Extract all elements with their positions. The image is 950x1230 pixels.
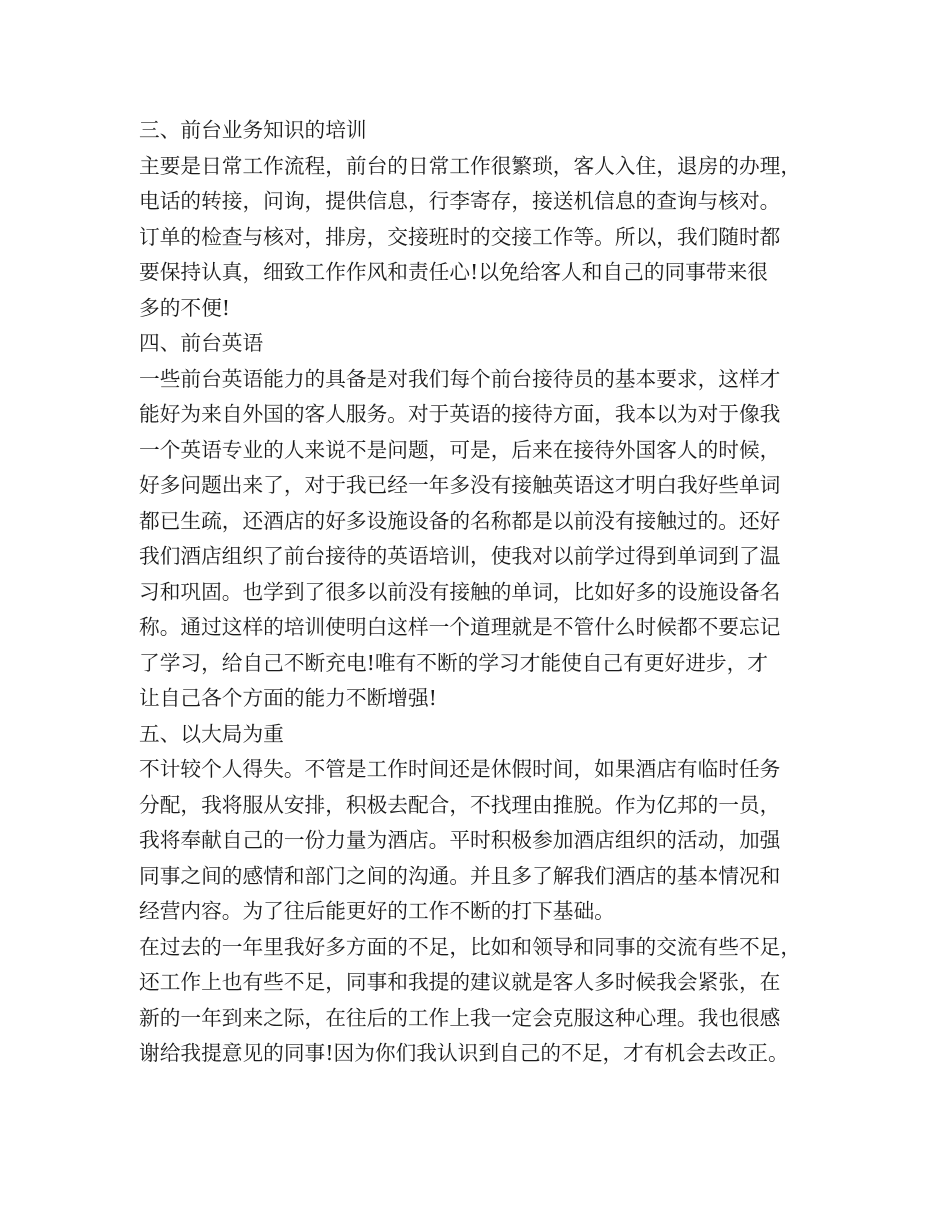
text-line: 让自己各个方面的能力不断增强! [139,686,437,710]
text-line: 主要是日常工作流程，前台的日常工作很繁琐，客人入住，退房的办理， [139,153,802,178]
text-line: 我们酒店组织了前台接待的英语培训，使我对以前学过得到单词到了温 [139,544,781,568]
text-line: 经营内容。为了往后能更好的工作不断的打下基础。 [139,899,615,923]
text-line: 都已生疏，还酒店的好多设施设备的名称都是以前没有接触过的。还好 [139,508,781,533]
text-line: 习和巩固。也学到了很多以前没有接触的单词，比如好多的设施设备名 [139,579,781,604]
text-line: 好多问题出来了，对于我已经一年多没有接触英语这才明白我好些单词 [139,473,781,497]
text-line: 了学习，给自己不断充电!唯有不断的学习才能使自己有更好进步，才 [139,650,768,675]
text-line: 还工作上也有些不足，同事和我提的建议就是客人多时候我会紧张，在 [139,970,781,994]
text-line: 能好为来自外国的客人服务。对于英语的接待方面，我本以为对于像我 [139,402,781,426]
text-line: 订单的检查与核对，排房，交接班时的交接工作等。所以，我们随时都 [139,224,781,249]
text-line: 电话的转接，问询，提供信息，行李寄存，接送机信息的查询与核对。 [139,189,781,213]
text-line: 同事之间的感情和部门之间的沟通。并且多了解我们酒店的基本情况和 [139,863,781,888]
text-line: 谢给我提意见的同事!因为你们我认识到自己的不足，才有机会去改正。 [139,1041,789,1065]
text-line: 四、前台英语 [139,331,264,355]
text-line: 三、前台业务知识的培训 [139,118,367,142]
text-line: 多的不便! [139,295,231,320]
text-line: 不计较个人得失。不管是工作时间还是休假时间，如果酒店有临时任务 [139,757,781,781]
text-line: 一个英语专业的人来说不是问题，可是，后来在接待外国客人的时候， [139,437,781,462]
text-line: 我将奉献自己的一份力量为酒店。平时积极参加酒店组织的活动，加强 [139,828,781,852]
text-line: 分配，我将服从安排，积极去配合，不找理由推脱。作为亿邦的一员， [139,792,781,817]
text-line: 一些前台英语能力的具备是对我们每个前台接待员的基本要求，这样才 [139,366,781,391]
text-line: 在过去的一年里我好多方面的不足，比如和领导和同事的交流有些不足， [139,934,802,959]
text-line: 五、以大局为重 [139,721,284,746]
text-line: 新的一年到来之际，在往后的工作上我一定会克服这种心理。我也很感 [139,1005,781,1030]
text-line: 要保持认真，细致工作作风和责任心!以免给客人和自己的同事带来很 [139,260,768,284]
document-body [139,113,839,1072]
text-line: 称。通过这样的培训使明白这样一个道理就是不管什么时候都不要忘记 [139,615,781,639]
